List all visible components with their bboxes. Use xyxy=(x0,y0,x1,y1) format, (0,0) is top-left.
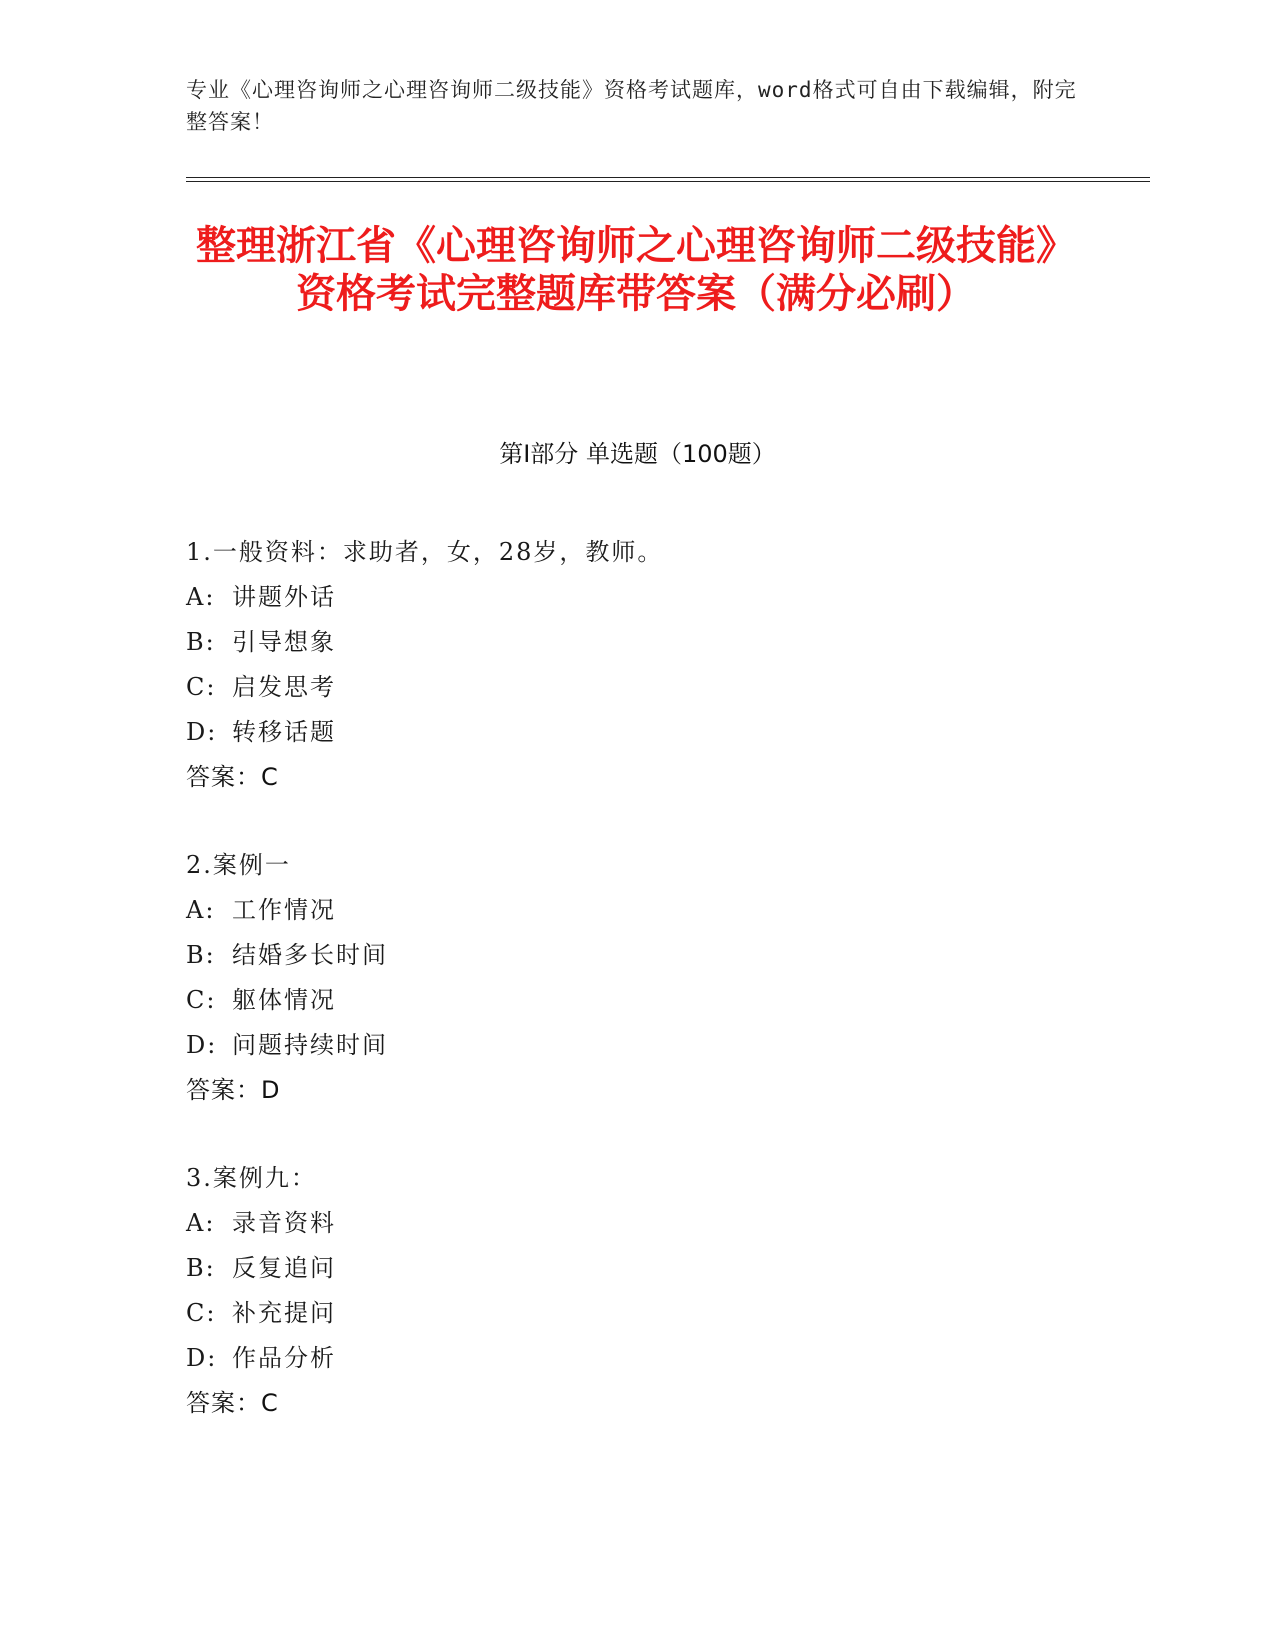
option-key: D: xyxy=(186,1344,218,1372)
option-text: 作品分析 xyxy=(232,1344,336,1372)
answer-label: 答案： xyxy=(186,1389,261,1417)
option-key: B: xyxy=(186,941,216,969)
answer-value: C xyxy=(261,1389,279,1417)
header-divider xyxy=(186,177,1150,182)
answer-line xyxy=(186,755,1086,800)
option-key: B: xyxy=(186,628,216,656)
question-stem: 2.案例一 xyxy=(186,851,291,879)
answer-line xyxy=(186,1068,1086,1113)
option-key: D: xyxy=(186,718,218,746)
document-title: 整理浙江省《心理咨询师之心理咨询师二级技能》资格考试完整题库带答案（满分必刷） xyxy=(196,223,1076,317)
option-a xyxy=(186,575,1086,620)
question-stem: 3.案例九： xyxy=(186,1164,317,1192)
option-key: A: xyxy=(186,583,216,611)
option-key: A: xyxy=(186,1209,216,1237)
option-text: 躯体情况 xyxy=(232,986,336,1014)
answer-value: D xyxy=(261,1076,281,1104)
question-item xyxy=(186,530,1086,800)
option-key: D: xyxy=(186,1031,218,1059)
section-heading: 第I部分 单选题（100题） xyxy=(499,440,776,468)
option-key: C: xyxy=(186,1299,217,1327)
option-text: 引导想象 xyxy=(232,628,336,656)
option-text: 问题持续时间 xyxy=(232,1031,388,1059)
question-item xyxy=(186,843,1086,1113)
option-c xyxy=(186,665,1086,710)
answer-value: C xyxy=(261,763,279,791)
answer-label: 答案： xyxy=(186,763,261,791)
option-b xyxy=(186,933,1086,978)
question-item xyxy=(186,1156,1086,1426)
option-d xyxy=(186,710,1086,755)
option-text: 录音资料 xyxy=(232,1209,336,1237)
option-key: B: xyxy=(186,1254,216,1282)
question-list xyxy=(186,530,1086,1469)
option-c xyxy=(186,1291,1086,1336)
option-a xyxy=(186,888,1086,933)
option-text: 补充提问 xyxy=(232,1299,336,1327)
option-text: 反复追问 xyxy=(232,1254,336,1282)
option-text: 结婚多长时间 xyxy=(232,941,388,969)
answer-label: 答案： xyxy=(186,1076,261,1104)
header-note: 专业《心理咨询师之心理咨询师二级技能》资格考试题库，word格式可自由下载编辑，附完整答案！ xyxy=(186,78,1077,134)
option-c xyxy=(186,978,1086,1023)
option-text: 讲题外话 xyxy=(232,583,336,611)
option-text: 转移话题 xyxy=(232,718,336,746)
option-b xyxy=(186,1246,1086,1291)
answer-line xyxy=(186,1381,1086,1426)
option-key: A: xyxy=(186,896,216,924)
option-key: C: xyxy=(186,986,217,1014)
option-key: C: xyxy=(186,673,217,701)
option-b xyxy=(186,620,1086,665)
option-d xyxy=(186,1336,1086,1381)
option-a xyxy=(186,1201,1086,1246)
option-text: 工作情况 xyxy=(232,896,336,924)
option-text: 启发思考 xyxy=(232,673,336,701)
option-d xyxy=(186,1023,1086,1068)
question-stem: 1.一般资料：求助者，女，28岁，教师。 xyxy=(186,538,664,566)
